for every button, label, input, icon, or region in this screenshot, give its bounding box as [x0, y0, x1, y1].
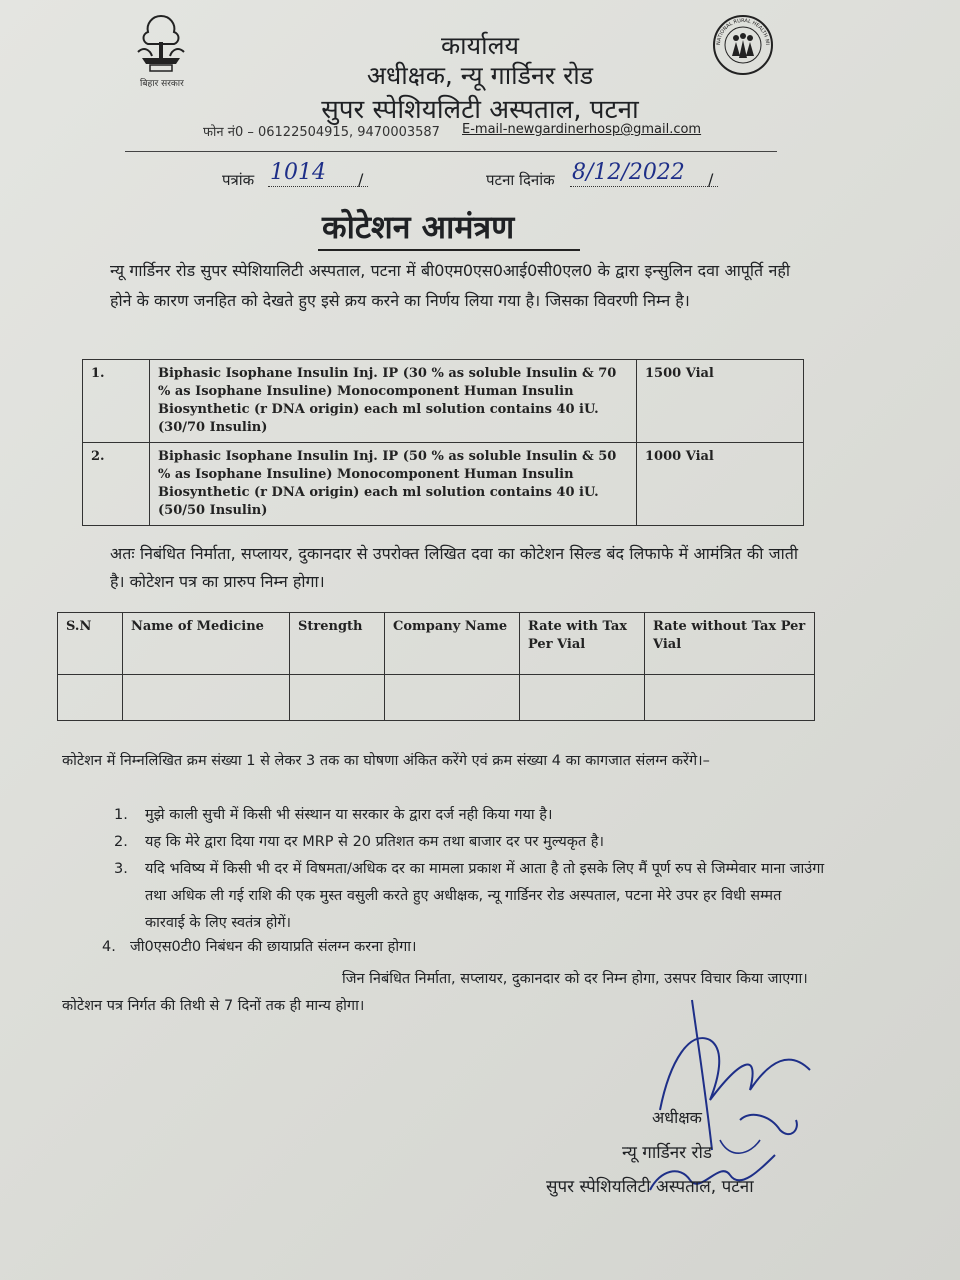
quotation-format-table: [57, 612, 815, 721]
reference-slash: /: [358, 170, 364, 189]
item-description: Biphasic Isophane Insulin Inj. IP (30 % as soluble Insulin & 70 % as Isophane Insuline) Monocomponent Human Insulin Biosynthetic (r DNA origin) each ml solution contains 40 iU. (30/70 Insulin): [150, 360, 637, 443]
emblem-caption: बिहार सरकार: [140, 79, 184, 89]
condition-number: 1.: [114, 807, 128, 823]
date-slash: /: [708, 170, 714, 189]
title-underline: [318, 249, 580, 251]
header-strength: Strength: [290, 613, 385, 675]
date-dotted-line: [570, 186, 718, 187]
signatory-hospital: सुपर स्पेशियलिटी अस्पताल, पटना: [546, 1177, 754, 1197]
item-sn: 1.: [83, 360, 150, 443]
reference-dotted-line: [268, 186, 368, 187]
condition-text: जी0एस0टी0 निबंधन की छायाप्रति संलग्न करना होगा।: [130, 939, 417, 955]
header-divider: [125, 151, 777, 152]
signatory-designation: अधीक्षक: [652, 1108, 702, 1127]
condition-text: यदि भविष्य में किसी भी दर में विषमता/अधिक दर का मामला प्रकाश में आता है तो इसके लिए मैं पूर्ण रुप से जिम्मेवार माना जाउंगा तथा अधिक ली गई राशि की एक मुस्त वसुली करते हुए अधीक्षक, न्यू गार्डिनर रोड अस्पताल, पटना मेरे उपर हर विधी सम्मत कारवाई के लिए स्वतंत्र होगें।: [145, 861, 825, 931]
hospital-name: सुपर स्पेशियलिटी अस्पताल, पटना: [321, 95, 639, 125]
header-medicine: Name of Medicine: [123, 613, 290, 675]
date-label: पटना दिनांक: [486, 171, 555, 189]
reference-label: पत्रांक: [222, 171, 255, 189]
header-rate-without-tax: Rate without Tax Per Vial: [645, 613, 815, 675]
item-sn: 2.: [83, 443, 150, 526]
office-title: अधीक्षक, न्यू गार्डिनर रोड: [366, 61, 594, 90]
signatory-office: न्यू गार्डिनर रोड: [622, 1143, 712, 1163]
office-label: कार्यालय: [440, 31, 520, 60]
item-quantity: 1000 Vial: [637, 443, 804, 526]
condition-number: 2.: [114, 834, 128, 850]
items-table: [82, 359, 804, 526]
table-header-row: [58, 613, 815, 675]
nhm-seal-text: NATIONAL RURAL HEALTH MI: [715, 17, 771, 46]
condition-text: यह कि मेरे द्वारा दिया गया दर MRP से 20 प्रतिशत कम तथा बाजार दर पर मुल्यकृत है।: [145, 834, 604, 850]
condition-number: 4.: [102, 939, 116, 955]
reference-number: 1014: [270, 160, 326, 185]
closing-paragraph: जिन निबंधित निर्माता, सप्लायर, दुकानदार को दर निम्न होगा, उसपर विचार किया जाएगा। कोटेशन पत्र निर्गत की तिथी से 7 दिनों तक ही मान्य होगा।: [62, 971, 808, 1014]
condition-number: 3.: [114, 861, 128, 877]
invitation-paragraph: अतः निबंधित निर्माता, सप्लायर, दुकानदार से उपरोक्त लिखित दवा का कोटेशन सिल्ड बंद लिफाफे में आमंत्रित की जाती है। कोटेशन पत्र का प्रारुप निम्न होगा।: [110, 544, 798, 591]
header-company: Company Name: [385, 613, 520, 675]
conditions-intro: कोटेशन में निम्नलिखित क्रम संख्या 1 से लेकर 3 तक का घोषणा अंकित करेंगे एवं क्रम संख्या 4 का कागजात संलग्न करेंगे।–: [62, 753, 710, 769]
intro-paragraph: न्यू गार्डिनर रोड सुपर स्पेशियालिटी अस्पताल, पटना में बी0एम0एस0आई0सी0एल0 के द्वारा इन्सुलिन दवा आपूर्ति नही होने के कारण जनहित को देखते हुए इसे क्रय करने का निर्णय लिया गया है। जिसका विवरणी निम्न है।: [110, 261, 790, 310]
document-title: कोटेशन आमंत्रण: [322, 208, 515, 246]
table-row: [58, 675, 815, 721]
item-quantity: 1500 Vial: [637, 360, 804, 443]
condition-text: मुझे काली सुची में किसी भी संस्थान या सरकार के द्वारा दर्ज नही किया गया है।: [145, 807, 553, 823]
table-row: [83, 360, 804, 443]
email-address: E-mail-newgardinerhosp@gmail.com: [462, 122, 702, 137]
phone-number: फोन नं0 – 06122504915, 9470003587: [203, 125, 440, 140]
header-rate-with-tax: Rate with Tax Per Vial: [520, 613, 645, 675]
item-description: Biphasic Isophane Insulin Inj. IP (50 % as soluble Insulin & 50 % as Isophane Insuline) Monocomponent Human Insulin Biosynthetic (r DNA origin) each ml solution contains 40 iU. (50/50 Insulin): [150, 443, 637, 526]
header-sn: S.N: [58, 613, 123, 675]
date-value: 8/12/2022: [572, 160, 685, 185]
table-row: [83, 443, 804, 526]
